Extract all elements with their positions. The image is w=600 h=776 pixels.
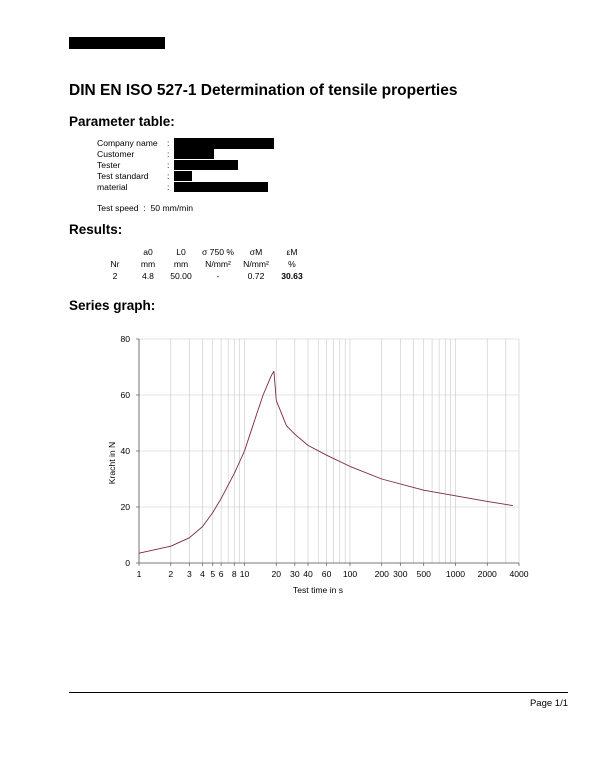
- y-tick-label: 80: [120, 334, 130, 344]
- x-tick-label: 60: [321, 569, 332, 579]
- param-colon: :: [167, 138, 170, 148]
- param-colon: :: [167, 160, 170, 170]
- test-speed-unit: mm/min: [162, 203, 194, 213]
- results-col-name: a0: [143, 247, 153, 257]
- test-speed-value: 50: [150, 203, 161, 213]
- document-title: DIN EN ISO 527-1 Determination of tensile properties: [69, 82, 458, 99]
- param-colon: :: [167, 171, 170, 181]
- results-col-name: σM: [249, 247, 263, 257]
- x-tick-label: 6: [218, 569, 224, 579]
- param-label-company: Company name: [97, 138, 158, 148]
- x-tick-label: 200: [374, 569, 389, 579]
- x-tick-label: 20: [271, 569, 282, 579]
- results-col-unit: %: [288, 259, 296, 269]
- results-cell-l0: 50.00: [170, 271, 192, 281]
- x-tick-label: 1000: [445, 569, 466, 579]
- results-cell-sigmam: 0.72: [247, 271, 265, 281]
- y-tick-label: 0: [125, 558, 130, 568]
- param-label-tester: Tester: [97, 160, 121, 170]
- results-cell-nr: 2: [112, 271, 118, 281]
- y-tick-label: 60: [120, 390, 130, 400]
- x-tick-label: 40: [303, 569, 313, 579]
- x-tick-label: 4000: [509, 569, 529, 579]
- results-col-name: σ 750 %: [201, 247, 235, 257]
- results-col-unit: N/mm²: [205, 259, 231, 269]
- x-tick-label: 5: [210, 569, 216, 579]
- results-col-name: L0: [176, 247, 186, 257]
- x-tick-label: 2: [168, 569, 174, 579]
- x-tick-label: 4: [200, 569, 205, 579]
- x-tick-label: 30: [290, 569, 300, 579]
- x-tick-label: 300: [393, 569, 408, 579]
- test-speed-colon: :: [143, 203, 146, 213]
- param-label-customer: Customer: [97, 149, 135, 159]
- test-speed-label: Test speed: [97, 203, 139, 213]
- results-col-name: εM: [286, 247, 298, 257]
- x-tick-label: 100: [342, 569, 358, 579]
- results-col-unit: Nr: [110, 259, 120, 269]
- x-tick-label: 10: [239, 569, 250, 579]
- y-tick-label: 40: [120, 446, 130, 456]
- x-tick-label: 1: [136, 569, 142, 579]
- series-graph-heading: Series graph:: [69, 298, 156, 313]
- param-colon: :: [167, 182, 170, 192]
- parameter-table-heading: Parameter table:: [69, 114, 175, 129]
- results-col-unit: mm: [173, 259, 189, 269]
- x-tick-label: 500: [416, 569, 431, 579]
- x-tick-label: 2000: [477, 569, 497, 579]
- param-label-material: material: [97, 182, 128, 192]
- results-heading: Results:: [69, 222, 123, 237]
- results-col-unit: mm: [140, 259, 156, 269]
- series-line: [139, 371, 513, 553]
- param-colon: :: [167, 149, 170, 159]
- footer-divider: [69, 692, 568, 693]
- results-cell-epsilonm: 30.63: [281, 271, 303, 281]
- param-label-test-standard: Test standard: [97, 171, 149, 181]
- y-tick-label: 20: [120, 502, 130, 512]
- results-col-unit: N/mm²: [243, 259, 269, 269]
- x-tick-label: 3: [186, 569, 192, 579]
- x-tick-label: 8: [231, 569, 237, 579]
- results-cell-sigma750: -: [216, 271, 220, 281]
- y-axis-label: Kracht in N: [107, 441, 117, 485]
- page-number: Page 1/1: [529, 698, 568, 709]
- x-axis-label: Test time in s: [292, 585, 344, 595]
- results-cell-a0: 4.8: [142, 271, 154, 281]
